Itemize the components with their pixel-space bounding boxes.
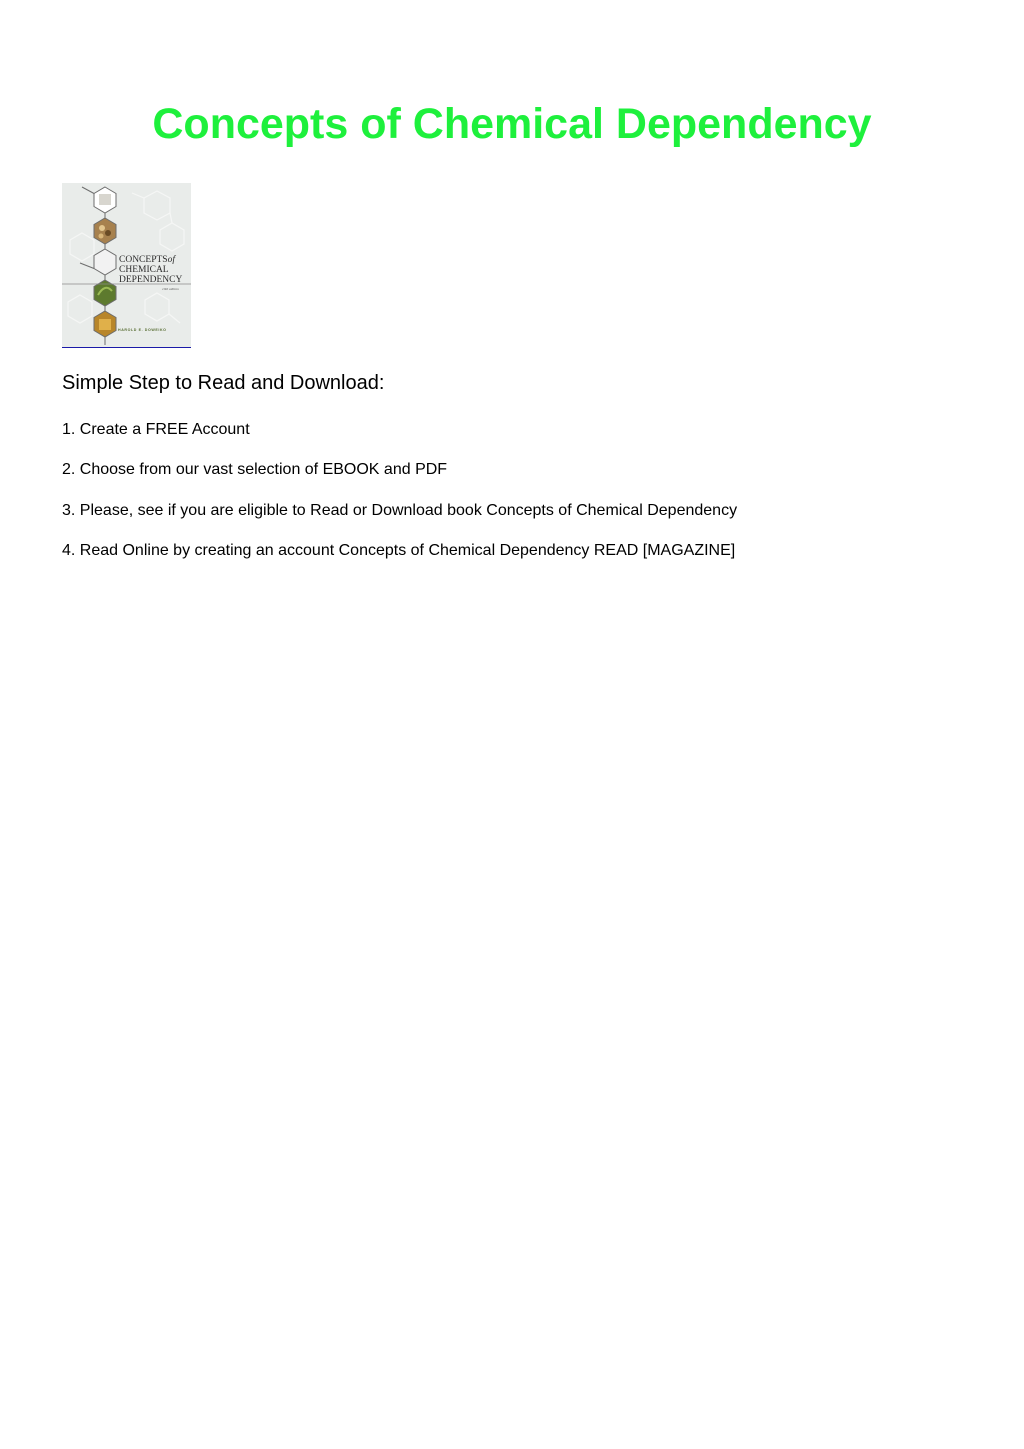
cover-title-of: of [167,255,175,265]
page-title: Concepts of Chemical Dependency [152,100,872,148]
svg-text:CONCEPTSof [119,254,176,265]
cover-title-line1: CONCEPTS [119,255,168,265]
step-item: 2. Choose from our vast selection of EBOOK and PDF [62,461,448,478]
cover-author: HAROLD E. DOWEIKO [118,328,167,332]
step-item: 4. Read Online by creating an account Concepts of Chemical Dependency READ [MAGAZINE] [62,542,736,559]
book-cover-link[interactable] [62,183,191,348]
cover-edition: 10th edition [162,287,179,291]
step-item: 3. Please, see if you are eligible to Read or Download book Concepts of Chemical Dependency [62,502,738,519]
book-cover-image [62,183,191,347]
cover-title-line3: DEPENDENCY [119,275,183,285]
step-item: 1. Create a FREE Account [62,421,250,438]
cover-title-line2: CHEMICAL [119,265,169,275]
steps-heading: Simple Step to Read and Download: [62,372,385,394]
